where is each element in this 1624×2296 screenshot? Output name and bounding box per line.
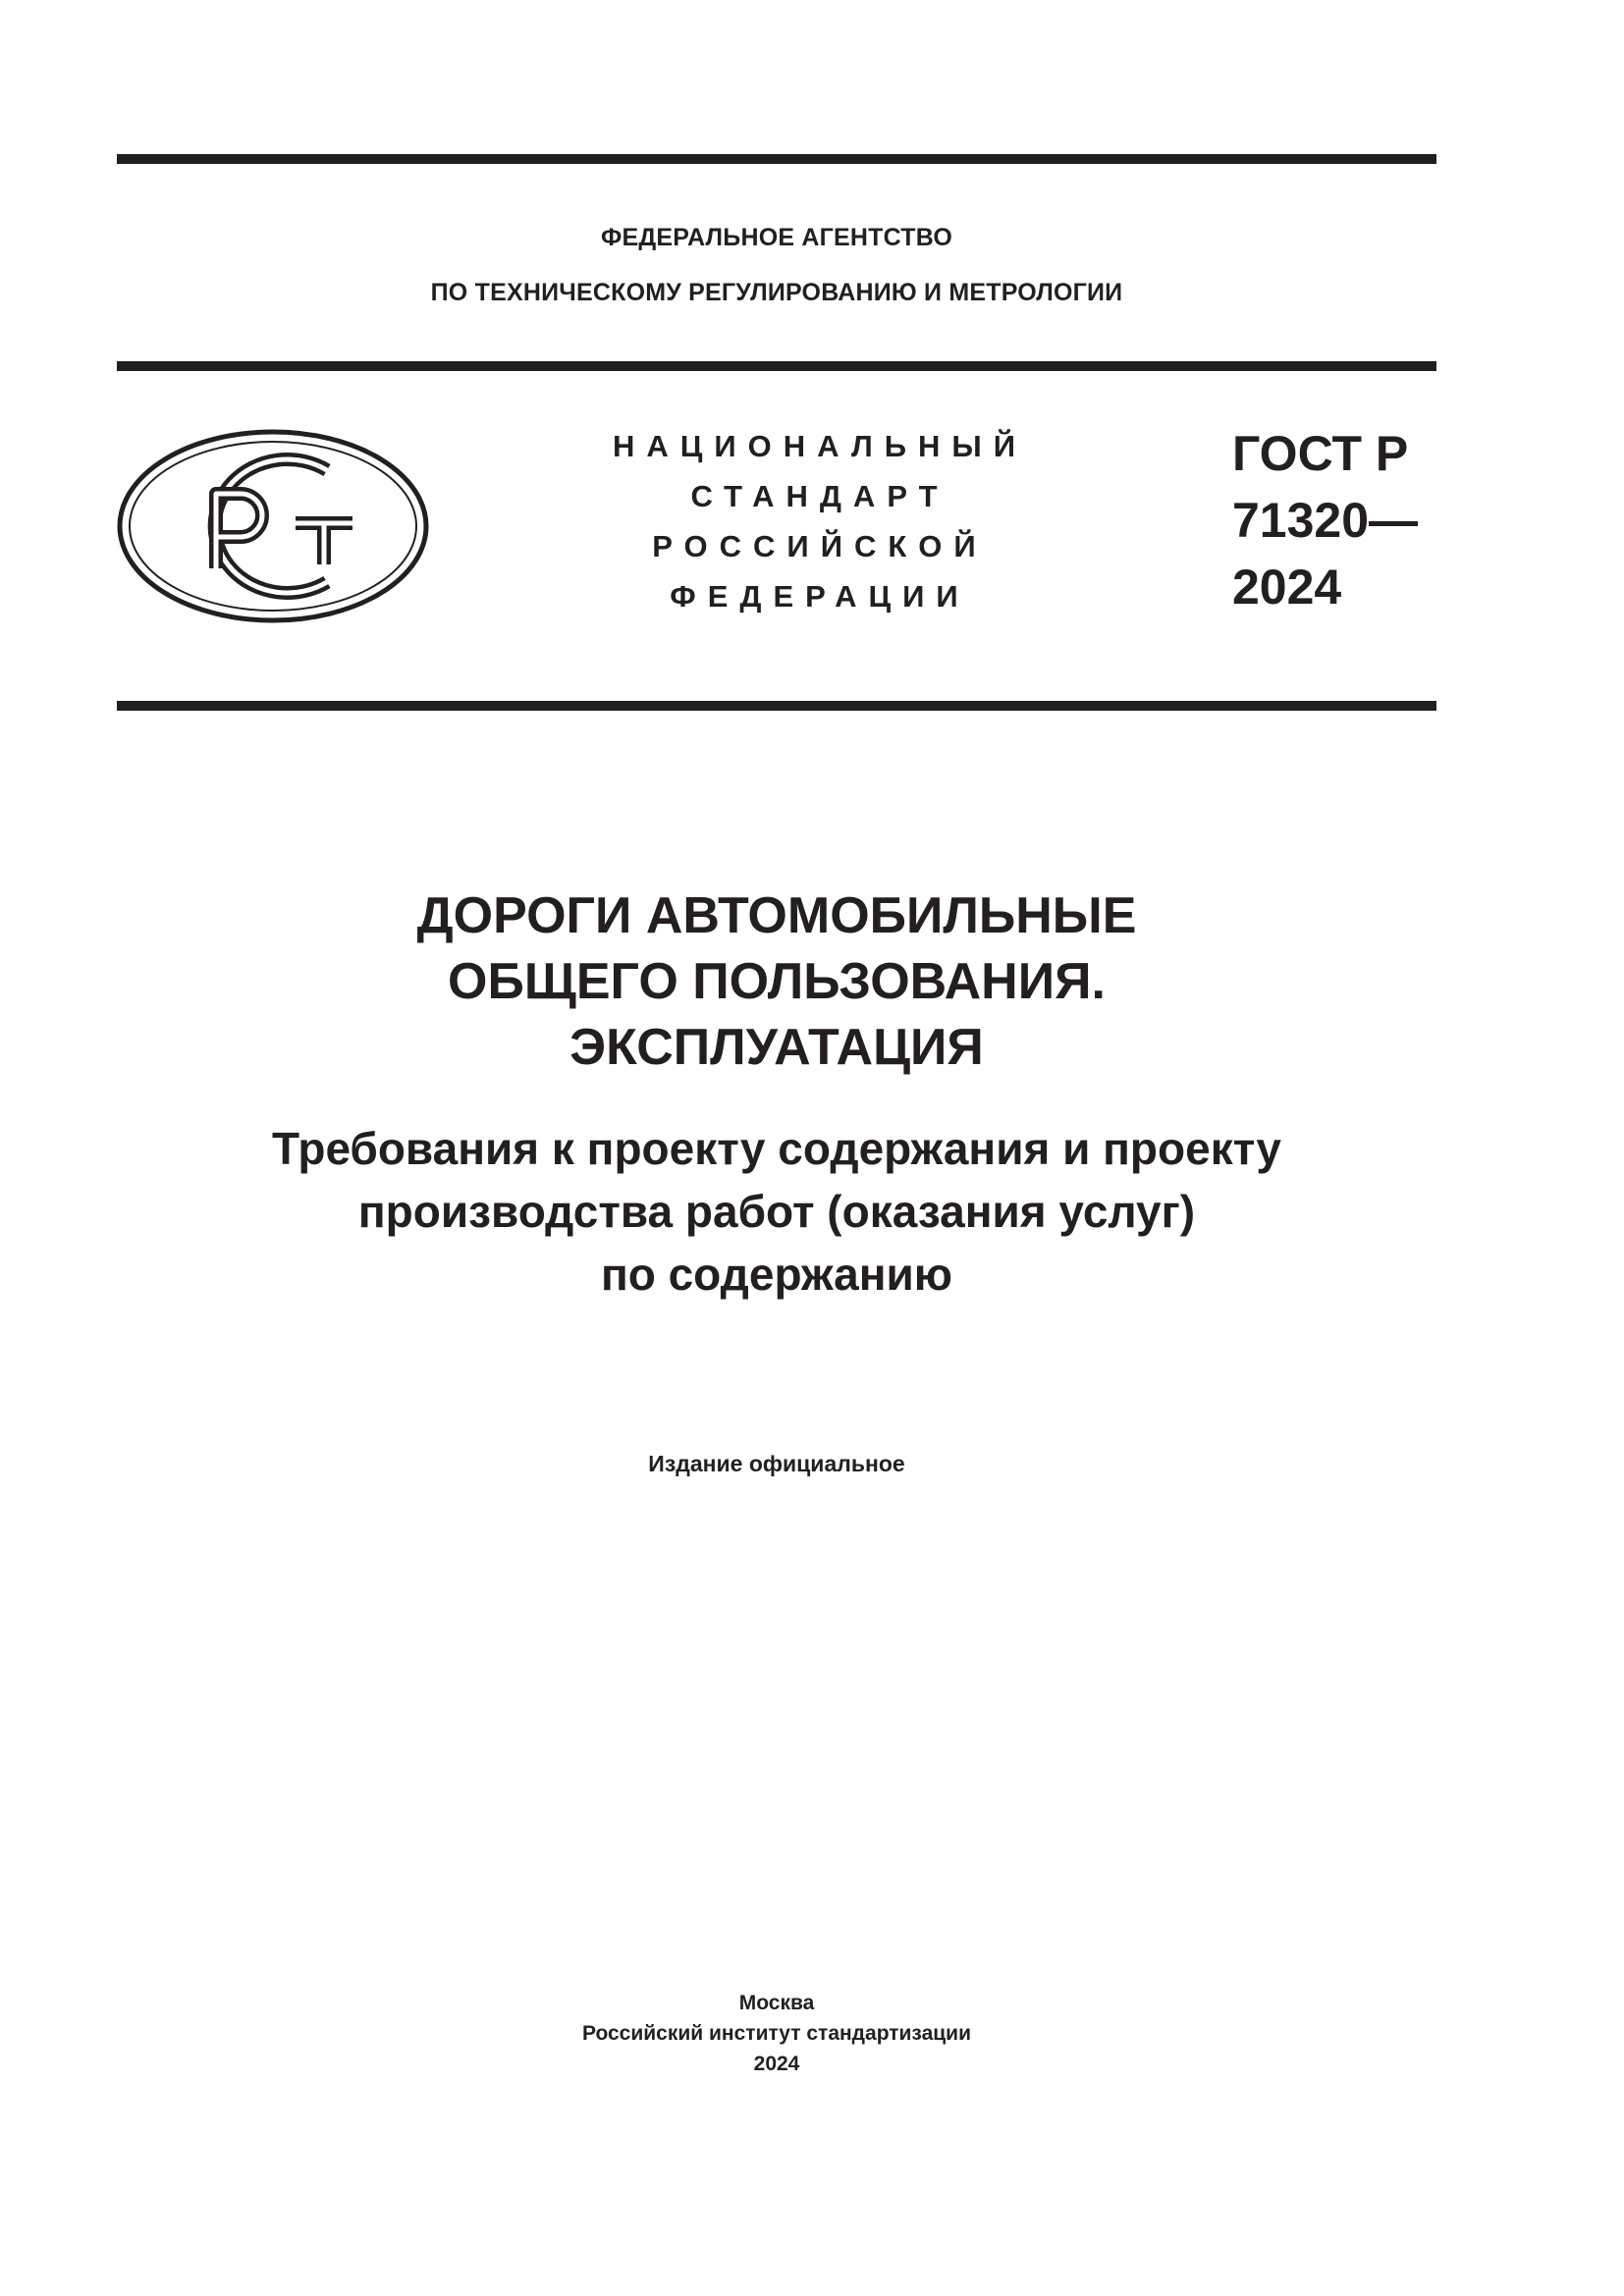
standard-type-line-1: НАЦИОНАЛЬНЫЙ [612, 429, 1028, 463]
rst-certification-mark-icon [117, 429, 429, 623]
title-line-1: ДОРОГИ АВТОМОБИЛЬНЫЕ [416, 887, 1137, 944]
standard-type-line-2: СТАНДАРТ [690, 479, 949, 513]
subtitle-line-1: Требования к проекту содержания и проекту [272, 1123, 1281, 1174]
designation-line-2: 71320— [1232, 493, 1419, 548]
title-line-2: ОБЩЕГО ПОЛЬЗОВАНИЯ. [448, 953, 1106, 1010]
imprint-city: Москва [738, 1992, 815, 2014]
title-line-3: ЭКСПЛУАТАЦИЯ [569, 1019, 984, 1076]
designation-line-1: ГОСТ Р [1232, 426, 1409, 481]
header-rule [117, 361, 1436, 371]
imprint-publisher: Российский институт стандартизации [581, 2022, 972, 2045]
subtitle-line-3: по содержанию [600, 1249, 953, 1300]
designation-line-3: 2024 [1232, 560, 1342, 614]
top-rule [117, 154, 1436, 164]
designation-rule [117, 701, 1436, 711]
edition-note: Издание официальное [648, 1451, 905, 1476]
standard-type-line-3: РОССИЙСКОЙ [652, 529, 988, 563]
standard-type-line-4: ФЕДЕРАЦИИ [670, 579, 970, 614]
subtitle-line-2: производства работ (оказания услуг) [357, 1186, 1196, 1237]
agency-line-2: ПО ТЕХНИЧЕСКОМУ РЕГУЛИРОВАНИЮ И МЕТРОЛОГИИ [430, 279, 1123, 306]
agency-line-1: ФЕДЕРАЛЬНОЕ АГЕНТСТВО [601, 224, 952, 251]
imprint-year: 2024 [753, 2053, 800, 2075]
